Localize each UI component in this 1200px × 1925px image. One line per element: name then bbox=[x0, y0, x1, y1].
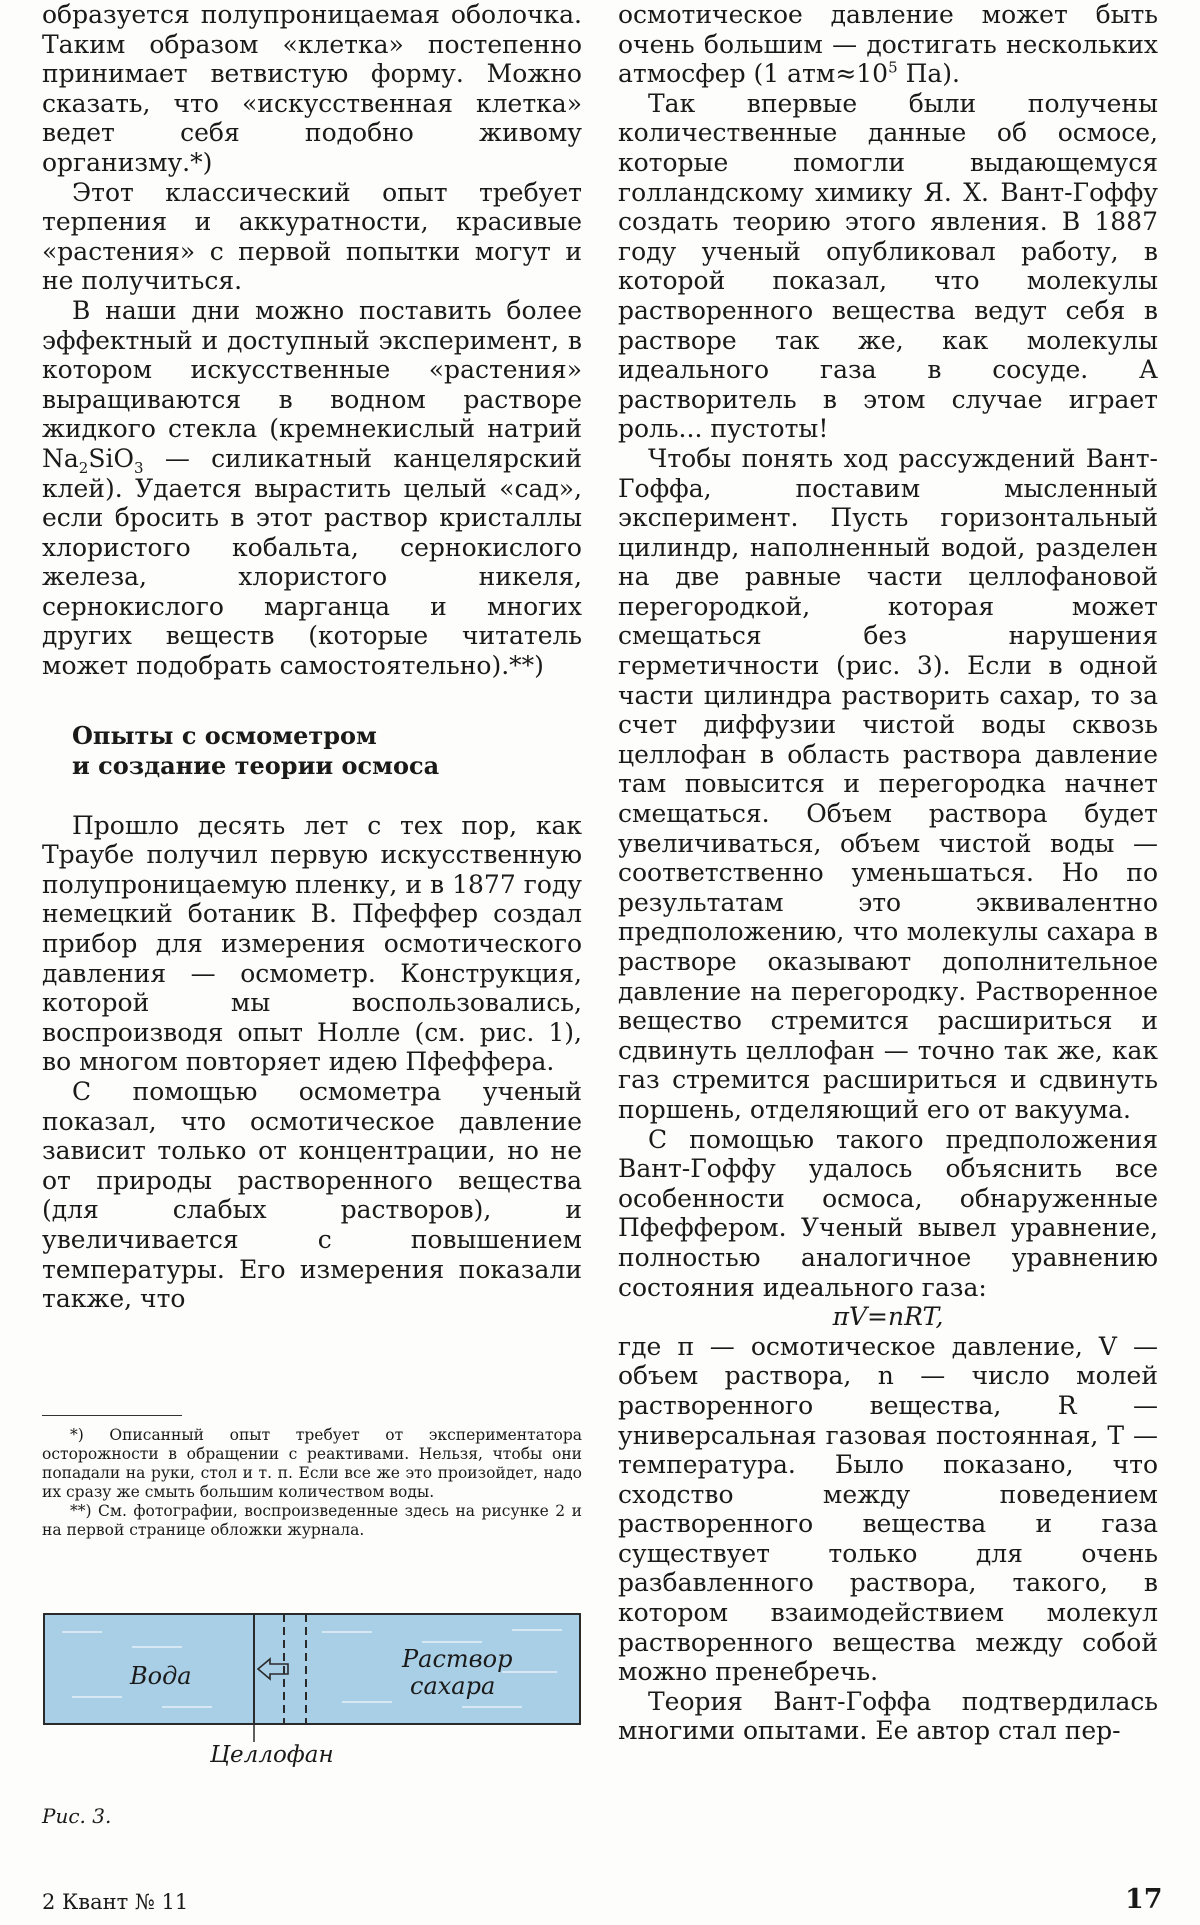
paragraph: В наши дни можно поставить более эффектный и доступный эксперимент, в котором искусственные «растения» выращиваются в водном растворе жидкого стекла (кремнекислый натрий $Na_2SiO_3$ — силикатный канцелярский клей). Удается вырастить целый «сад», если бросить в этот раствор кристаллы хлористого кобальта, сернокислого железа, хлористого никеля, сернокислого марганца и многих других веществ (которые читатель может подобрать самостоятельно).**) bbox=[42, 295, 582, 681]
paragraph: С помощью осмометра ученый показал, что осмотическое давление зависит только от концентрации, но не от природы растворенного вещества (для слабых растворов), и увеличивается с повышением температуры. Его измерения показали также, что bbox=[42, 1077, 582, 1314]
figure-label-solution: Раствор bbox=[402, 1645, 513, 1673]
paragraph: С помощью такого предположения Вант-Гоффу удалось объяснить все особенности осмоса, обнаруженные Пфеффером. Ученый вывел уравнение, полностью аналогичное уравнению состояния идеального газа: bbox=[618, 1124, 1158, 1302]
paragraph: Прошло десять лет с тех пор, как Траубе получил первую искусственную полупроницаемую пленку, и в 1877 году немецкий ботаник В. Пфеффер создал прибор для измерения осмотического давления — осмометр. Конструкция, которой мы воспользовались, воспроизводя опыт Нолле (см. рис. 1), во многом повторяет идею Пфеффера. bbox=[42, 810, 582, 1077]
figure-label-cellophane: Целлофан bbox=[210, 1742, 334, 1767]
paragraph: Теория Вант-Гоффа подтвердилась многими опытами. Ее автор стал пер- bbox=[618, 1686, 1158, 1746]
figure-label-water: Вода bbox=[130, 1662, 192, 1690]
footnote-rule bbox=[42, 1415, 182, 1416]
footnote: **) См. фотографии, воспроизведенные здесь на рисунке 2 и на первой странице обложки журнала. bbox=[42, 1502, 582, 1539]
figure-label-solution: сахара bbox=[410, 1672, 496, 1700]
figure-cylinder-diagram bbox=[42, 1612, 582, 1767]
figure-caption: Рис. 3. bbox=[42, 1804, 112, 1828]
formula: πV=nRT, bbox=[832, 1302, 944, 1332]
left-column bbox=[42, 0, 582, 1314]
paragraph: Чтобы понять ход рассуждений Вант-Гоффа, поставим мысленный эксперимент. Пусть горизонтальный цилиндр, наполненный водой, разделен на две равные части целлофановой перегородкой, которая может смещаться без нарушения герметичности (рис. 3). Если в одной части цилиндра растворить сахар, то за счет диффузии чистой воды сквозь целлофан в область раствора давление там повысится и перегородка начнет смещаться. Объем раствора будет увеличиваться, объем чистой воды — соответственно уменьшаться. Но по результатам это эквивалентно предположению, что молекулы сахара в растворе оказывают дополнительное давление на перегородку. Растворенное вещество стремится расшириться и сдвинуть целлофан — точно так же, как газ стремится расшириться и сдвинуть поршень, отделяющий его от вакуума. bbox=[618, 443, 1158, 1124]
footer-issue: 2 Квант № 11 bbox=[42, 1890, 189, 1914]
footnote: *) Описанный опыт требует от экспериментатора осторожности в обращении с реактивами. Нельзя, чтобы они попадали на руки, стол и т. п. Если все же это произойдет, надо их сразу же смыть большим количеством воды. bbox=[42, 1426, 582, 1501]
paragraph: образуется полупроницаемая оболочка. Таким образом «клетка» постепенно принимает ветвистую форму. Можно сказать, что «искусственная клетка» ведет себя подобно живому организму.*) bbox=[42, 0, 582, 177]
paragraph: Так впервые были получены количественные данные об осмосе, которые помогли выдающемуся голландскому химику Я. Х. Вант-Гоффу создать теорию этого явления. В 1887 году ученый опубликовал работу, в которой показал, что молекулы растворенного вещества ведут себя в растворе так же, как молекулы идеального газа в сосуде. А растворитель в этом случае играет роль... пустоты! bbox=[618, 88, 1158, 444]
paragraph: осмотическое давление может быть очень большим — достигать нескольких атмосфер (1 $атм\approx 10^5$ Па). bbox=[618, 0, 1158, 89]
page-number: 17 bbox=[1125, 1884, 1163, 1915]
paragraph: где π — осмотическое давление, V — объем раствора, n — число молей растворенного вещества, R — универсальная газовая постоянная, T — температура. Было показано, что сходство между поведением растворенного вещества и газа существует только для очень разбавленного раствора, такого, в котором взаимодействием молекул растворенного вещества между собой можно пренебречь. bbox=[618, 1331, 1158, 1687]
section-heading: Опыты с осмометром и создание теории осмоса bbox=[72, 720, 440, 780]
paragraph: Этот классический опыт требует терпения и аккуратности, красивые «растения» с первой попытки могут и не получиться. bbox=[42, 177, 582, 296]
footnotes bbox=[42, 1415, 582, 1540]
right-column bbox=[618, 0, 1158, 1746]
